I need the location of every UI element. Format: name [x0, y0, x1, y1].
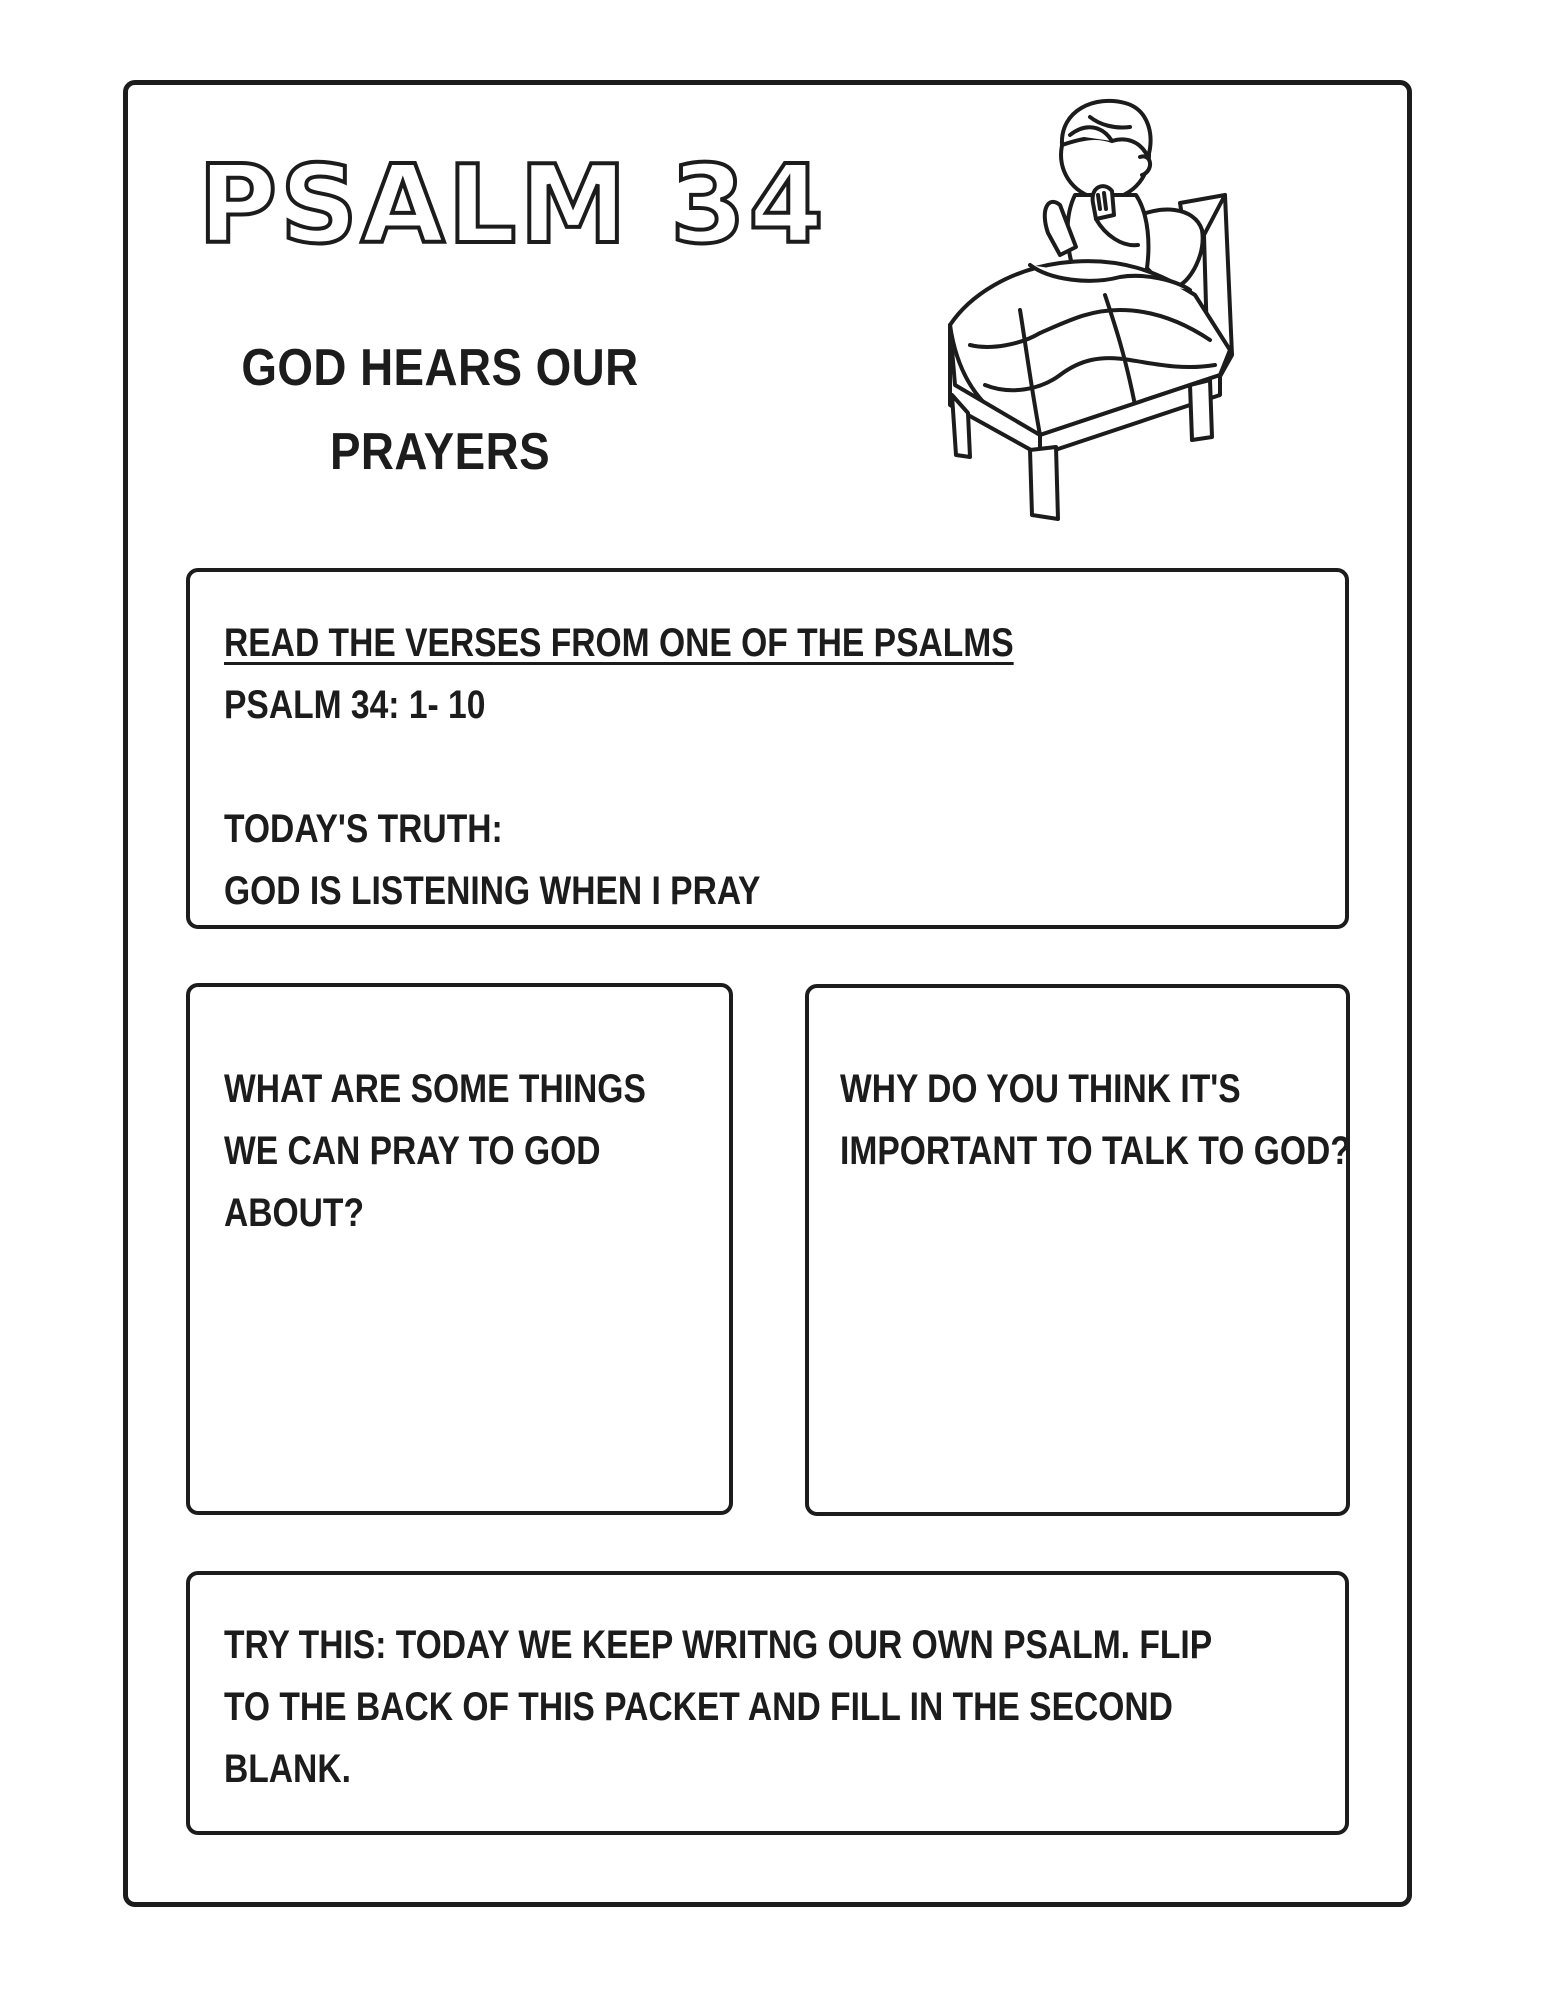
subtitle-line-1: GOD HEARS OUR [241, 339, 639, 397]
question-1-line-1: WHAT ARE SOME THINGS [224, 1067, 646, 1111]
read-verses-heading: READ THE VERSES FROM ONE OF THE PSALMS [224, 621, 1014, 665]
todays-truth-text: GOD IS LISTENING WHEN I PRAY [224, 869, 761, 913]
page-subtitle [220, 326, 660, 494]
question-2-line-2: IMPORTANT TO TALK TO GOD? [840, 1129, 1351, 1173]
try-this-line-1: TRY THIS: TODAY WE KEEP WRITNG OUR OWN PSALM. FLIP [224, 1623, 1213, 1667]
subtitle-line-2: PRAYERS [329, 423, 551, 481]
question-1-line-2: WE CAN PRAY TO GOD [224, 1129, 601, 1173]
child-praying-in-bed-icon [890, 95, 1290, 535]
question-2-line-1: WHY DO YOU THINK IT'S [840, 1067, 1241, 1111]
scripture-reference: PSALM 34: 1- 10 [224, 683, 486, 727]
try-this-line-3: BLANK. [224, 1747, 351, 1791]
try-this-line-2: TO THE BACK OF THIS PACKET AND FILL IN THE SECOND [224, 1685, 1173, 1729]
page-title: PSALM 34 [198, 143, 827, 268]
todays-truth-label: TODAY'S TRUTH: [224, 807, 503, 851]
question-1-line-3: ABOUT? [224, 1191, 364, 1235]
